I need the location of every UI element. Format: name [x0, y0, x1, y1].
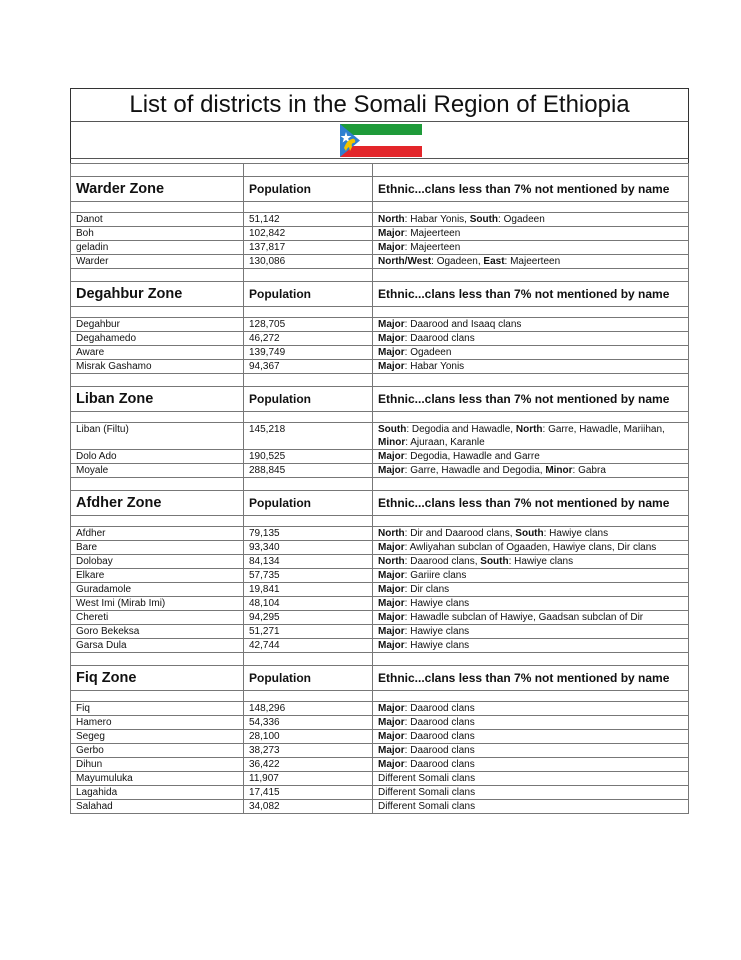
clan-direction-label: Major	[378, 717, 405, 728]
districts-table	[70, 163, 689, 814]
district-population: 42,744	[244, 639, 373, 653]
clan-text: : Hawiye clans	[404, 640, 470, 651]
clan-direction-label: Major	[378, 598, 405, 609]
empty-cell	[71, 374, 244, 387]
zone-name: Fiq Zone	[71, 666, 244, 691]
empty-cell	[71, 412, 244, 423]
district-row	[71, 716, 689, 730]
clan-direction-label: Major	[378, 542, 405, 553]
clan-direction-label: Major	[378, 584, 405, 595]
population-header: Population	[244, 491, 373, 516]
district-name: Goro Bekeksa	[71, 625, 244, 639]
clan-direction-label: Major	[378, 612, 405, 623]
clan-direction-label: Major	[378, 465, 405, 476]
clan-direction-label: Major	[378, 347, 405, 358]
district-name: Liban (Filtu)	[71, 423, 244, 450]
ethnic-header: Ethnic...clans less than 7% not mentioned by name	[373, 666, 689, 691]
empty-cell	[244, 164, 373, 177]
zone-name: Liban Zone	[71, 387, 244, 412]
district-clans	[373, 464, 689, 478]
district-row	[71, 464, 689, 478]
district-clans	[373, 318, 689, 332]
district-population: 93,340	[244, 541, 373, 555]
district-population: 128,705	[244, 318, 373, 332]
district-clans	[373, 346, 689, 360]
clan-text: : Hawiye clans	[543, 528, 609, 539]
district-population: 84,134	[244, 555, 373, 569]
district-clans	[373, 744, 689, 758]
district-clans	[373, 241, 689, 255]
district-name: Lagahida	[71, 786, 244, 800]
empty-cell	[71, 164, 244, 177]
zone-name: Degahbur Zone	[71, 282, 244, 307]
district-name: Boh	[71, 227, 244, 241]
district-row	[71, 772, 689, 786]
clan-text: : Daarood clans	[404, 333, 475, 344]
district-clans	[373, 800, 689, 814]
district-row	[71, 450, 689, 464]
clan-direction-label: North/West	[378, 256, 432, 267]
clan-text: : Garre, Hawadle, Mariihan,	[542, 424, 665, 435]
spacer-row	[71, 653, 689, 666]
district-clans	[373, 597, 689, 611]
empty-cell	[244, 653, 373, 666]
district-population: 51,142	[244, 213, 373, 227]
spacer-row	[71, 164, 689, 177]
spacer-row	[71, 478, 689, 491]
district-population: 139,749	[244, 346, 373, 360]
district-name: Bare	[71, 541, 244, 555]
district-population: 148,296	[244, 702, 373, 716]
district-clans	[373, 639, 689, 653]
district-name: geladin	[71, 241, 244, 255]
zone-header-row	[71, 177, 689, 202]
district-population: 137,817	[244, 241, 373, 255]
clan-direction-label: North	[378, 214, 405, 225]
district-row	[71, 611, 689, 625]
ethnic-header: Ethnic...clans less than 7% not mentioned by name	[373, 282, 689, 307]
population-header: Population	[244, 177, 373, 202]
district-clans	[373, 360, 689, 374]
district-row	[71, 758, 689, 772]
clan-direction-label: South	[378, 424, 407, 435]
district-sheet	[70, 88, 689, 814]
clan-text: : Garre, Hawadle and Degodia,	[404, 465, 546, 476]
district-population: 51,271	[244, 625, 373, 639]
district-row	[71, 213, 689, 227]
district-population: 94,295	[244, 611, 373, 625]
clan-text: : Dir and Daarood clans,	[404, 528, 516, 539]
clan-direction-label: Major	[378, 731, 405, 742]
district-clans	[373, 625, 689, 639]
district-row	[71, 241, 689, 255]
district-clans	[373, 332, 689, 346]
district-population: 46,272	[244, 332, 373, 346]
district-row	[71, 255, 689, 269]
empty-cell	[71, 202, 244, 213]
empty-cell	[373, 307, 689, 318]
spacer-row	[71, 269, 689, 282]
clan-direction-label: East	[483, 256, 505, 267]
district-population: 57,735	[244, 569, 373, 583]
district-clans	[373, 227, 689, 241]
district-row	[71, 702, 689, 716]
empty-cell	[71, 269, 244, 282]
district-clans	[373, 758, 689, 772]
clan-direction-label: Major	[378, 745, 405, 756]
district-population: 102,842	[244, 227, 373, 241]
empty-cell	[244, 516, 373, 527]
district-population: 11,907	[244, 772, 373, 786]
spacer-row	[71, 307, 689, 318]
page-title: List of districts in the Somali Region of Ethiopia	[129, 91, 630, 118]
ethnic-header: Ethnic...clans less than 7% not mentioned by name	[373, 177, 689, 202]
empty-cell	[71, 516, 244, 527]
district-row	[71, 555, 689, 569]
district-row	[71, 569, 689, 583]
spacer-row	[71, 202, 689, 213]
flag-green-stripe	[340, 124, 422, 135]
district-clans	[373, 255, 689, 269]
ethnic-header: Ethnic...clans less than 7% not mentioned by name	[373, 387, 689, 412]
district-name: Salahad	[71, 800, 244, 814]
zone-header-row	[71, 491, 689, 516]
clan-direction-label: Major	[378, 451, 405, 462]
empty-cell	[373, 269, 689, 282]
empty-cell	[71, 691, 244, 702]
clan-direction-label: Major	[378, 640, 405, 651]
empty-cell	[373, 412, 689, 423]
somali-region-flag-icon	[340, 124, 422, 157]
district-name: Dihun	[71, 758, 244, 772]
district-population: 36,422	[244, 758, 373, 772]
clan-text: : Daarood clans	[404, 759, 475, 770]
flag-cell	[70, 122, 689, 159]
empty-cell	[244, 202, 373, 213]
clan-direction-label: North	[378, 556, 405, 567]
district-clans	[373, 541, 689, 555]
clan-direction-label: Major	[378, 759, 405, 770]
flag-red-stripe	[340, 146, 422, 157]
empty-cell	[244, 691, 373, 702]
district-row	[71, 597, 689, 611]
district-clans	[373, 450, 689, 464]
clan-text: : Daarood clans	[404, 745, 475, 756]
district-row	[71, 744, 689, 758]
district-clans	[373, 786, 689, 800]
district-clans	[373, 730, 689, 744]
district-row	[71, 423, 689, 450]
district-clans	[373, 527, 689, 541]
district-row	[71, 786, 689, 800]
district-population: 28,100	[244, 730, 373, 744]
clan-text: : Hawiye clans	[404, 626, 470, 637]
clan-direction-label: Major	[378, 570, 405, 581]
empty-cell	[373, 691, 689, 702]
empty-cell	[244, 269, 373, 282]
district-name: Mayumuluka	[71, 772, 244, 786]
district-population: 190,525	[244, 450, 373, 464]
zone-header-row	[71, 666, 689, 691]
district-name: Segeg	[71, 730, 244, 744]
district-clans	[373, 611, 689, 625]
clan-text: : Awliyahan subclan of Ogaaden, Hawiye clans, Dir clans	[404, 542, 657, 553]
empty-cell	[71, 307, 244, 318]
clan-direction-label: Minor	[378, 437, 406, 448]
clan-direction-label: Minor	[545, 465, 573, 476]
empty-cell	[244, 478, 373, 491]
district-name: Dolo Ado	[71, 450, 244, 464]
district-population: 38,273	[244, 744, 373, 758]
district-name: Afdher	[71, 527, 244, 541]
clan-text: : Gariire clans	[404, 570, 467, 581]
empty-cell	[373, 374, 689, 387]
clan-direction-label: North	[378, 528, 405, 539]
clan-direction-label: Major	[378, 361, 405, 372]
clan-direction-label: South	[515, 528, 544, 539]
clan-text: : Daarood clans,	[404, 556, 481, 567]
district-name: Fiq	[71, 702, 244, 716]
district-name: Misrak Gashamo	[71, 360, 244, 374]
clan-text: : Hawadle subclan of Hawiye, Gaadsan subclan of Dir	[404, 612, 644, 623]
district-name: Degahamedo	[71, 332, 244, 346]
district-population: 288,845	[244, 464, 373, 478]
district-clans	[373, 772, 689, 786]
empty-cell	[244, 412, 373, 423]
clan-text: : Gabra	[572, 465, 606, 476]
district-population: 94,367	[244, 360, 373, 374]
district-name: Dolobay	[71, 555, 244, 569]
district-name: Gerbo	[71, 744, 244, 758]
district-row	[71, 625, 689, 639]
population-header: Population	[244, 282, 373, 307]
empty-cell	[373, 516, 689, 527]
clan-text: : Ogadeen	[498, 214, 545, 225]
clan-text: : Hawiye clans	[508, 556, 574, 567]
clan-text: : Daarood clans	[404, 717, 475, 728]
empty-cell	[373, 478, 689, 491]
district-name: Chereti	[71, 611, 244, 625]
district-population: 54,336	[244, 716, 373, 730]
clan-text: : Ogadeen,	[431, 256, 484, 267]
clan-direction-label: Major	[378, 333, 405, 344]
empty-cell	[373, 202, 689, 213]
clan-text: : Habar Yonis,	[404, 214, 470, 225]
clan-text: Different Somali clans	[378, 787, 476, 798]
district-row	[71, 318, 689, 332]
clan-text: : Majeerteen	[404, 228, 461, 239]
spacer-row	[71, 374, 689, 387]
population-header: Population	[244, 387, 373, 412]
district-row	[71, 541, 689, 555]
district-population: 130,086	[244, 255, 373, 269]
zone-name: Warder Zone	[71, 177, 244, 202]
empty-cell	[373, 653, 689, 666]
district-name: Warder	[71, 255, 244, 269]
district-clans	[373, 423, 689, 450]
clan-text: : Majeerteen	[404, 242, 461, 253]
clan-direction-label: Major	[378, 319, 405, 330]
district-name: Elkare	[71, 569, 244, 583]
district-population: 34,082	[244, 800, 373, 814]
ethnic-header: Ethnic...clans less than 7% not mentioned by name	[373, 491, 689, 516]
district-population: 48,104	[244, 597, 373, 611]
district-row	[71, 730, 689, 744]
district-name: Moyale	[71, 464, 244, 478]
clan-text: Different Somali clans	[378, 773, 476, 784]
zone-header-row	[71, 282, 689, 307]
clan-text: : Daarood and Isaaq clans	[404, 319, 522, 330]
clan-text: : Daarood clans	[404, 731, 475, 742]
district-row	[71, 360, 689, 374]
clan-direction-label: Major	[378, 626, 405, 637]
district-population: 17,415	[244, 786, 373, 800]
district-row	[71, 800, 689, 814]
population-header: Population	[244, 666, 373, 691]
title-cell	[70, 88, 689, 122]
spacer-row	[71, 691, 689, 702]
clan-direction-label: Major	[378, 242, 405, 253]
zone-name: Afdher Zone	[71, 491, 244, 516]
district-name: Guradamole	[71, 583, 244, 597]
empty-cell	[244, 307, 373, 318]
clan-direction-label: North	[515, 424, 543, 435]
clan-direction-label: Major	[378, 228, 405, 239]
district-clans	[373, 213, 689, 227]
clan-direction-label: South	[480, 556, 509, 567]
district-name: Aware	[71, 346, 244, 360]
clan-direction-label: South	[469, 214, 499, 225]
district-clans	[373, 569, 689, 583]
district-population: 19,841	[244, 583, 373, 597]
clan-text: : Degodia and Hawadle,	[406, 424, 516, 435]
district-clans	[373, 716, 689, 730]
clan-text: : Habar Yonis	[404, 361, 465, 372]
district-name: Garsa Dula	[71, 639, 244, 653]
district-name: Danot	[71, 213, 244, 227]
clan-text: : Degodia, Hawadle and Garre	[404, 451, 540, 462]
district-name: Degahbur	[71, 318, 244, 332]
spacer-row	[71, 412, 689, 423]
district-row	[71, 583, 689, 597]
empty-cell	[71, 653, 244, 666]
empty-cell	[373, 164, 689, 177]
clan-direction-label: Major	[378, 703, 405, 714]
empty-cell	[71, 478, 244, 491]
district-name: West Imi (Mirab Imi)	[71, 597, 244, 611]
clan-text: Different Somali clans	[378, 801, 476, 812]
district-clans	[373, 583, 689, 597]
clan-text: : Ogadeen	[404, 347, 452, 358]
district-row	[71, 639, 689, 653]
clan-text: : Dir clans	[404, 584, 450, 595]
spacer-row	[71, 516, 689, 527]
district-population: 79,135	[244, 527, 373, 541]
district-name: Hamero	[71, 716, 244, 730]
zone-header-row	[71, 387, 689, 412]
district-row	[71, 527, 689, 541]
district-clans	[373, 555, 689, 569]
clan-text: : Ajuraan, Karanle	[405, 437, 485, 448]
clan-text: : Majeerteen	[504, 256, 561, 267]
clan-text: : Hawiye clans	[404, 598, 470, 609]
empty-cell	[244, 374, 373, 387]
clan-text: : Daarood clans	[404, 703, 475, 714]
district-row	[71, 346, 689, 360]
district-clans	[373, 702, 689, 716]
district-population: 145,218	[244, 423, 373, 450]
district-row	[71, 227, 689, 241]
district-row	[71, 332, 689, 346]
